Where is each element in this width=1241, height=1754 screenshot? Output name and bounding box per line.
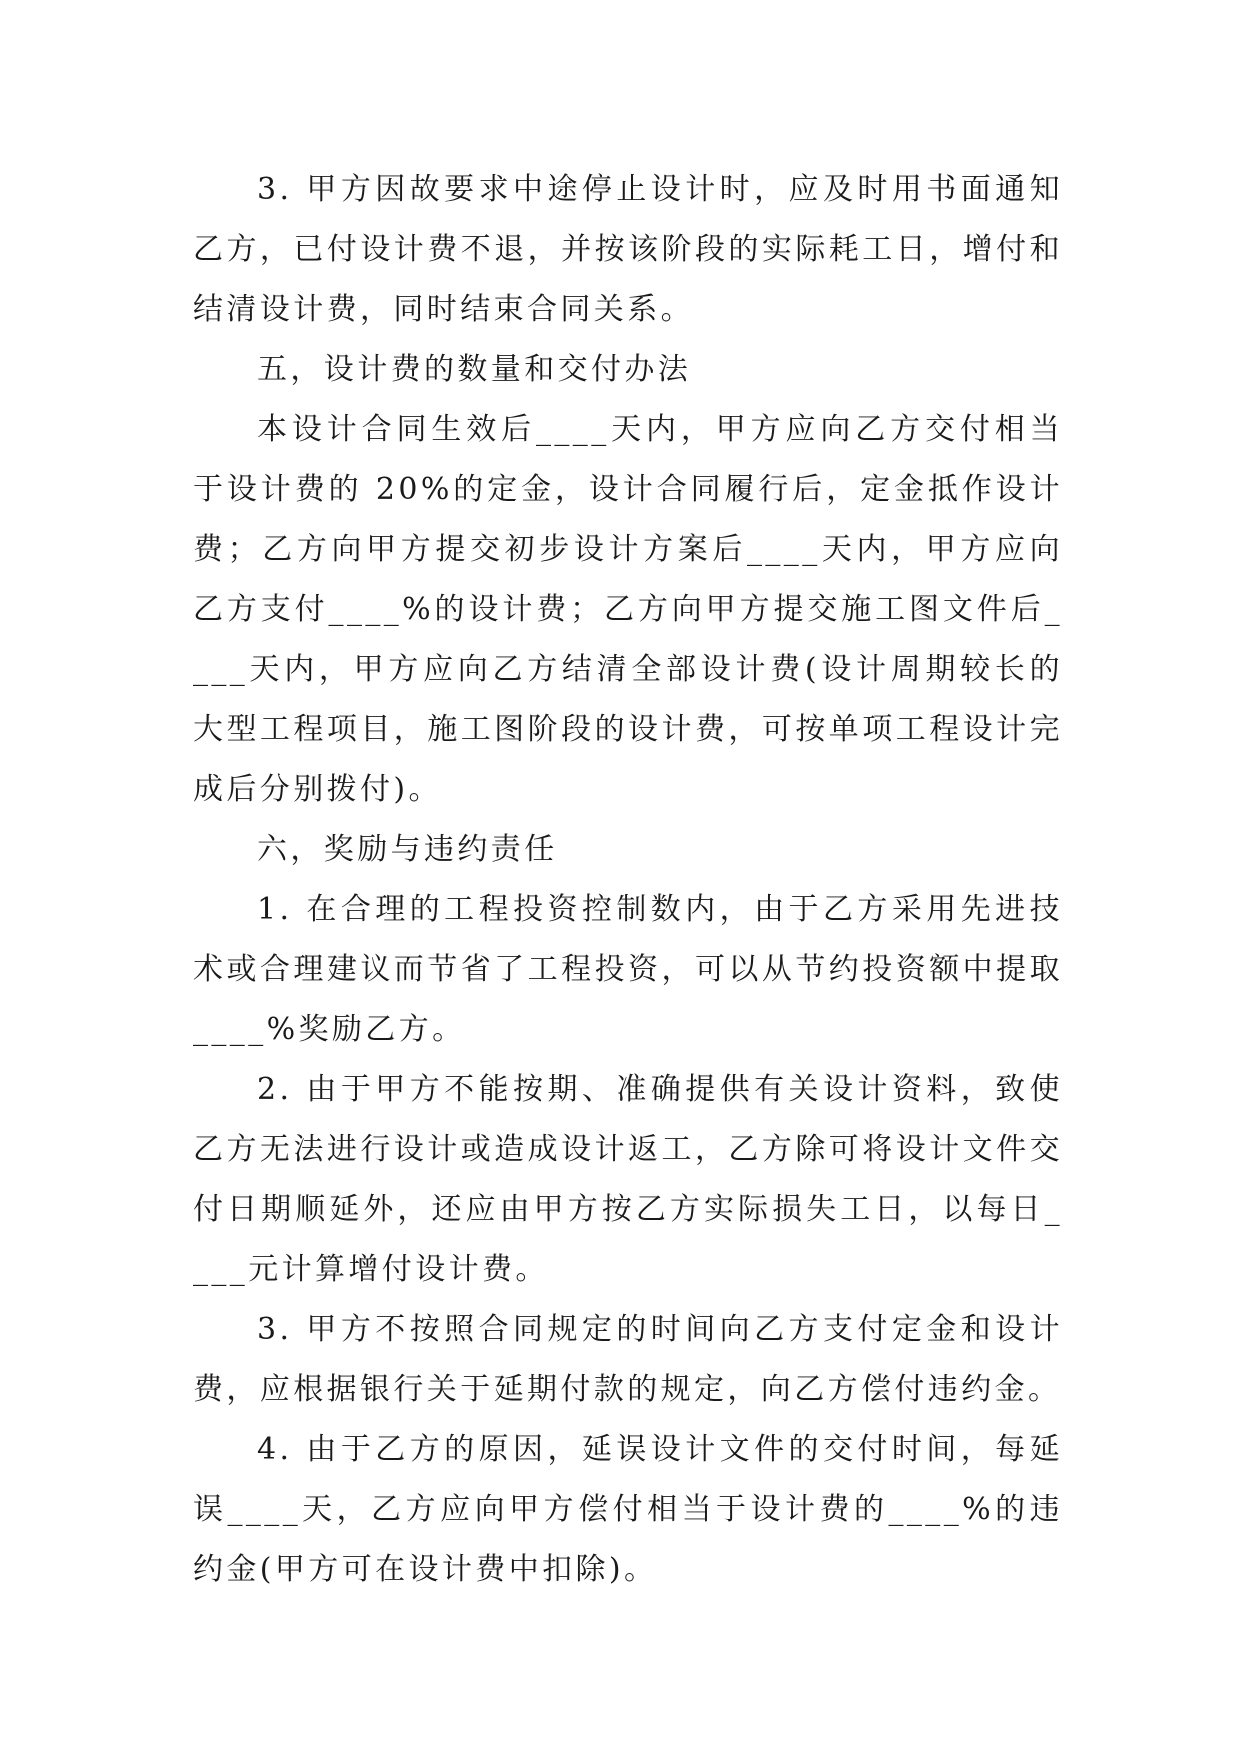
section-5-body: 本设计合同生效后____天内，甲方应向乙方交付相当于设计费的 20%的定金，设计合同履行后，定金抵作设计费；乙方向甲方提交初步设计方案后____天内，甲方应向乙方支付____%的设计费；乙方向甲方提交施工图文件后____天内，甲方应向乙方结清全部设计费(设计周期较长的大型工程项目，施工图阶段的设计费，可按单项工程设计完成后分别拨付)。 [193, 412, 1063, 807]
section-5-heading: 五，设计费的数量和交付办法 [257, 352, 692, 387]
clause-6-4: 4. 由于乙方的原因，延误设计文件的交付时间，每延误____天，乙方应向甲方偿付相当于设计费的____%的违约金(甲方可在设计费中扣除)。 [193, 1432, 1063, 1587]
clause-4-3: 3. 甲方因故要求中途停止设计时，应及时用书面通知乙方，已付设计费不退，并按该阶段的实际耗工日，增付和结清设计费，同时结束合同关系。 [193, 172, 1063, 327]
clause-6-1: 1. 在合理的工程投资控制数内，由于乙方采用先进技术或合理建议而节省了工程投资，可以从节约投资额中提取____%奖励乙方。 [193, 892, 1063, 1047]
clause-6-2: 2. 由于甲方不能按期、准确提供有关设计资料，致使乙方无法进行设计或造成设计返工，乙方除可将设计文件交付日期顺延外，还应由甲方按乙方实际损失工日，以每日____元计算增付设计费。 [193, 1072, 1063, 1287]
section-6-heading: 六，奖励与违约责任 [257, 832, 558, 867]
document-page [193, 160, 1063, 1600]
clause-6-3: 3. 甲方不按照合同规定的时间向乙方支付定金和设计费，应根据银行关于延期付款的规定，向乙方偿付违约金。 [193, 1312, 1063, 1407]
